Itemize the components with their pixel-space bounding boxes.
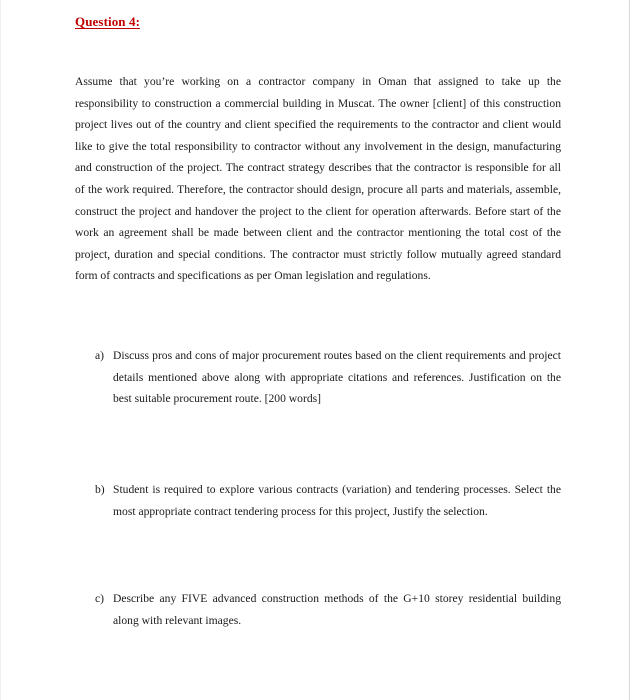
page-edge-right: [629, 0, 630, 700]
part-a-text: Discuss pros and cons of major procurement routes based on the client requirements and project details mentioned above along with appropriate citations and references. Justification on the best suitable procurement route. [200 words]: [113, 349, 561, 406]
part-c-label: c): [95, 592, 105, 605]
part-b-text: Student is required to explore various contracts (variation) and tendering processes. Select the most appropriate contract tendering process for this project, Justify the selection.: [113, 483, 561, 518]
part-c-text: Describe any FIVE advanced construction methods of the G+10 storey residential building along with relevant images.: [113, 592, 561, 627]
intro-paragraph: Assume that you’re working on a contractor company in Oman that assigned to take up the responsibility to construction a commercial building in Muscat. The owner [client] of this construction project lives out of the country and client specified the requirements to the contractor and client would like to give the total responsibility to contractor without any involvement in the design, manufacturing and construction of the project. The contract strategy describes that the contractor is responsible for all of the work required. Therefore, the contractor should design, procure all parts and materials, assemble, construct the project and handover the project to the client for operation afterwards. Before start of the work an agreement shall be made between client and the contractor mentioning the total cost of the project, duration and special conditions. The contractor must strictly follow mutually agreed standard form of contracts and specifications as per Oman legislation and regulations.: [75, 75, 561, 283]
question-part-a: [95, 345, 561, 410]
question-part-b: [95, 479, 561, 522]
page-edge-left: [0, 0, 1, 700]
question-part-c: [95, 588, 561, 631]
question-heading: Question 4:: [75, 14, 141, 29]
part-a-label: a): [95, 349, 105, 362]
part-b-label: b): [95, 483, 105, 496]
